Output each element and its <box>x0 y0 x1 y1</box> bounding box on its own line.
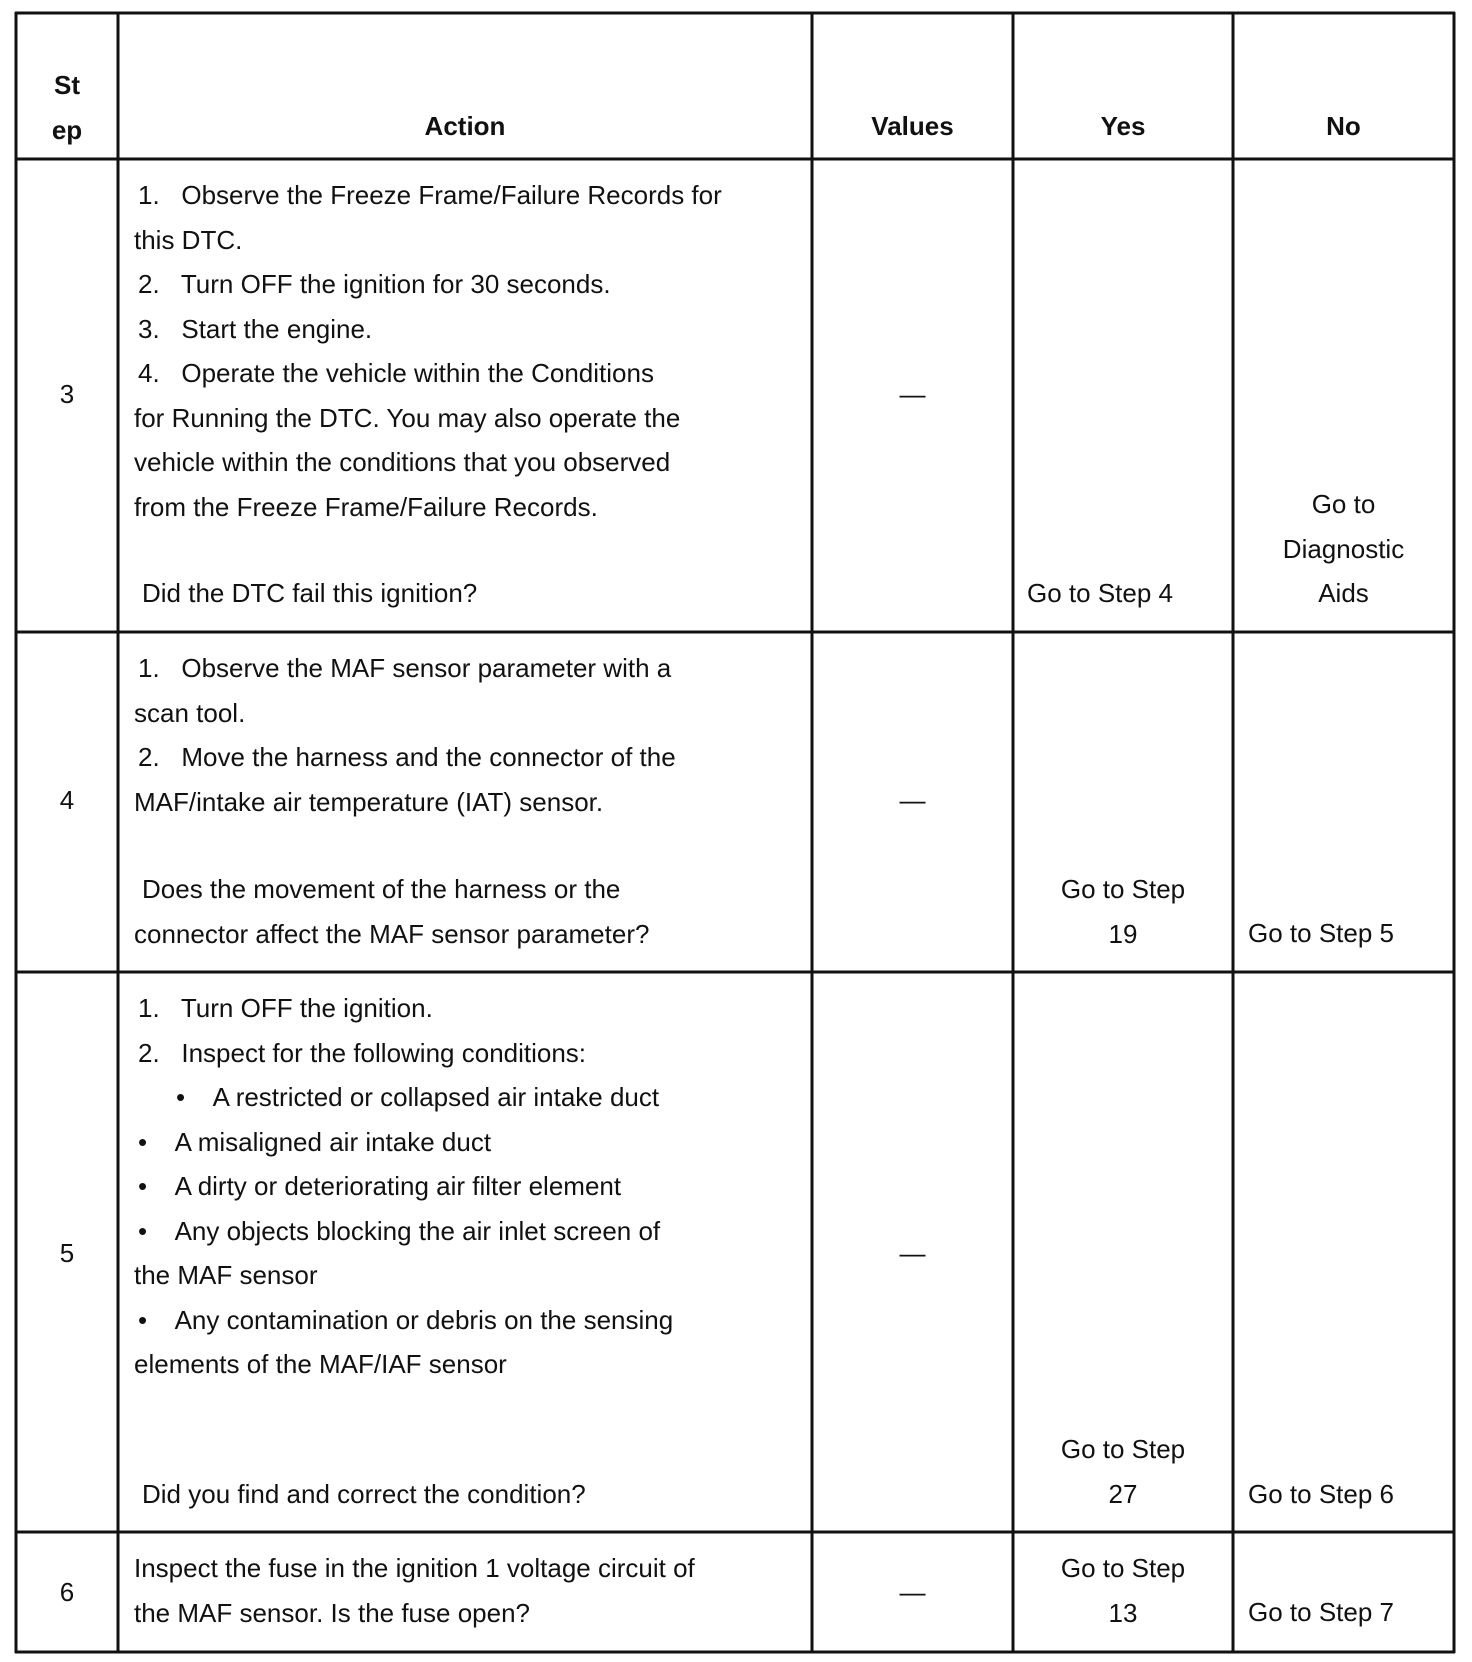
header-step-line1: St <box>54 70 80 100</box>
no-line: Go to Step 7 <box>1248 1597 1394 1627</box>
values-cell: — <box>899 1238 926 1268</box>
no-line: Go to Step 5 <box>1248 918 1394 948</box>
action-text <box>134 1546 804 1635</box>
yes-line: Go to Step <box>1060 874 1186 904</box>
action-text <box>134 173 804 529</box>
action-line: • A dirty or deteriorating air filter element <box>138 1171 622 1201</box>
action-text <box>134 646 804 824</box>
no-cell <box>1248 1472 1452 1517</box>
action-line: this DTC. <box>134 224 243 255</box>
action-line: 4. Operate the vehicle within the Conditions <box>138 358 654 388</box>
yes-cell <box>1015 1427 1231 1516</box>
step-number: 6 <box>59 1577 75 1607</box>
action-question: Did the DTC fail this ignition? <box>142 578 478 608</box>
header-step <box>18 63 116 152</box>
action-line: 1. Turn OFF the ignition. <box>138 993 433 1023</box>
action-line: for Running the DTC. You may also operate the <box>134 402 681 433</box>
yes-line: 13 <box>1108 1597 1138 1628</box>
step-number: 5 <box>59 1238 75 1268</box>
header-values: Values <box>871 111 954 141</box>
no-cell <box>1248 1590 1452 1635</box>
action-question <box>134 867 804 956</box>
question-line: Does the movement of the harness or the <box>142 874 621 904</box>
yes-line: 27 <box>1108 1478 1138 1509</box>
header-action: Action <box>424 111 506 141</box>
action-line: • A restricted or collapsed air intake duct <box>176 1082 660 1112</box>
action-line: the MAF sensor. Is the fuse open? <box>134 1597 531 1628</box>
header-step-line2: ep <box>51 114 83 145</box>
no-line: Diagnostic <box>1282 533 1405 564</box>
action-question: Did you find and correct the condition? <box>142 1479 586 1509</box>
yes-line: Go to Step 4 <box>1027 578 1173 608</box>
header-yes: Yes <box>1100 111 1146 141</box>
action-line: • A misaligned air intake duct <box>138 1126 492 1157</box>
header-no: No <box>1326 111 1361 141</box>
no-cell <box>1235 482 1452 616</box>
question-line: connector affect the MAF sensor parameter? <box>134 918 650 949</box>
action-line: from the Freeze Frame/Failure Records. <box>134 491 598 522</box>
action-line: • Any contamination or debris on the sensing <box>138 1304 674 1335</box>
action-line: Inspect the fuse in the ignition 1 voltage circuit of <box>134 1553 695 1583</box>
values-cell: — <box>899 379 926 409</box>
action-line: vehicle within the conditions that you observed <box>134 447 671 477</box>
action-line: 2. Turn OFF the ignition for 30 seconds. <box>138 269 611 299</box>
step-number: 4 <box>59 785 75 815</box>
no-line: Go to <box>1311 489 1376 519</box>
yes-line: 19 <box>1108 918 1138 949</box>
action-text <box>134 986 804 1387</box>
action-line: 1. Observe the MAF sensor parameter with a <box>138 653 672 683</box>
action-line: the MAF sensor <box>134 1260 318 1290</box>
action-line: • Any objects blocking the air inlet screen of <box>138 1215 661 1246</box>
yes-cell <box>1015 1546 1231 1635</box>
action-line: 3. Start the engine. <box>138 313 373 344</box>
no-line: Aids <box>1318 578 1369 608</box>
yes-line: Go to Step <box>1060 1434 1186 1464</box>
values-cell: — <box>899 1577 926 1607</box>
action-line: 1. Observe the Freeze Frame/Failure Records for <box>138 180 722 210</box>
step-number: 3 <box>59 379 75 409</box>
action-line: scan tool. <box>134 697 246 728</box>
action-line: elements of the MAF/IAF sensor <box>134 1349 507 1379</box>
no-cell <box>1248 911 1452 956</box>
action-line: 2. Move the harness and the connector of the <box>138 742 676 772</box>
values-cell: — <box>899 785 926 815</box>
action-line: MAF/intake air temperature (IAT) sensor. <box>134 786 604 817</box>
no-line: Go to Step 6 <box>1248 1479 1394 1509</box>
yes-cell <box>1015 867 1231 956</box>
yes-line: Go to Step <box>1060 1553 1186 1583</box>
yes-cell <box>1027 571 1231 616</box>
action-line: 2. Inspect for the following conditions: <box>138 1037 587 1068</box>
